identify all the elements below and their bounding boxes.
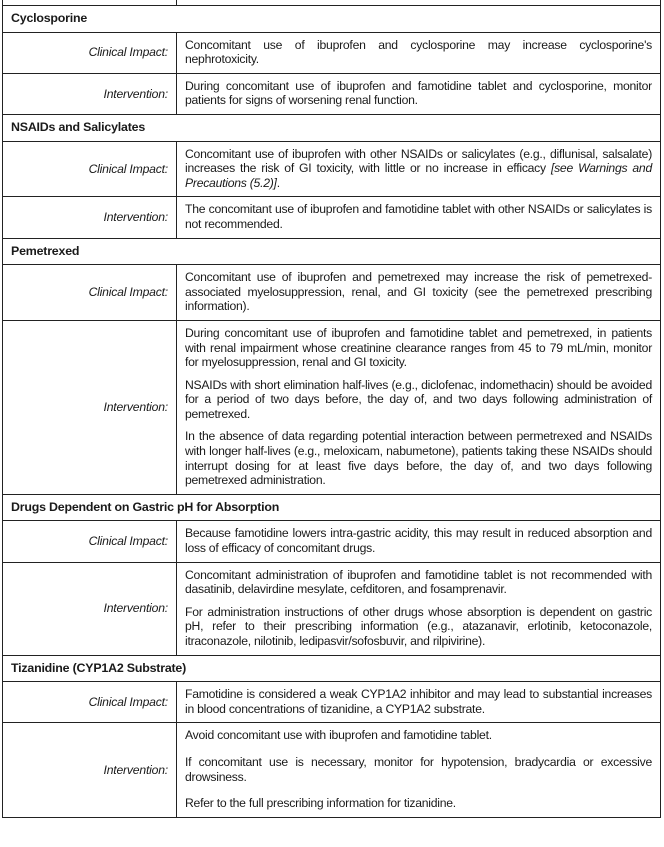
- clinical-impact-label: Clinical Impact:: [3, 141, 177, 197]
- intervention-label: Intervention:: [3, 562, 177, 655]
- intervention-row: [3, 320, 661, 494]
- intervention-text: Avoid concomitant use with ibuprofen and famotidine tablet. If concomitant use is necessary, monitor for hypotension, bradycardia or excessive drowsiness. Refer to the full prescribing information for tizanidine.: [177, 723, 661, 817]
- clinical-impact-label: Clinical Impact:: [3, 521, 177, 562]
- clinical-impact-label: Clinical Impact:: [3, 32, 177, 73]
- intervention-label: Intervention:: [3, 73, 177, 114]
- clinical-impact-row: [3, 265, 661, 321]
- intervention-row: [3, 73, 661, 114]
- section-title: Pemetrexed: [3, 238, 661, 265]
- clinical-impact-text: Concomitant use of ibuprofen with other NSAIDs or salicylates (e.g., diflunisal, salsalate) increases the risk of GI toxicity, with little or no increase in efficacy [see Warnings and Precautions (5.2)].: [177, 141, 661, 197]
- section-header-row: [3, 655, 661, 682]
- drug-interactions-page: [2, 0, 660, 818]
- clinical-impact-row: [3, 141, 661, 197]
- intervention-label: Intervention:: [3, 723, 177, 817]
- clinical-impact-row: [3, 32, 661, 73]
- clinical-impact-text: Famotidine is considered a weak CYP1A2 inhibitor and may lead to substantial increases in blood concentrations of tizanidine, a CYP1A2 substrate.: [177, 682, 661, 723]
- intervention-label: Intervention:: [3, 320, 177, 494]
- intervention-row: [3, 197, 661, 238]
- clinical-impact-text: Because famotidine lowers intra-gastric acidity, this may result in reduced absorption and loss of efficacy of concomitant drugs.: [177, 521, 661, 562]
- section-header-row: [3, 238, 661, 265]
- intervention-text: The concomitant use of ibuprofen and famotidine tablet with other NSAIDs or salicylates is not recommended.: [177, 197, 661, 238]
- section-title: NSAIDs and Salicylates: [3, 114, 661, 141]
- clinical-impact-text: Concomitant use of ibuprofen and pemetrexed may increase the risk of pemetrexed-associated myelosuppression, renal, and GI toxicity (see the pemetrexed prescribing information).: [177, 265, 661, 321]
- clinical-impact-row: [3, 521, 661, 562]
- intervention-text: Concomitant administration of ibuprofen and famotidine tablet is not recommended with dasatinib, delavirdine mesylate, cefditoren, and fosamprenavir. For administration instructions of other drugs whose absorption is dependent on gastric pH, refer to their prescribing information (e.g., atazanavir, erlotinib, ketoconazole, itraconazole, nilotinib, ledipasvir/sofosbuvir, and rilpivirine).: [177, 562, 661, 655]
- intervention-text: During concomitant use of ibuprofen and famotidine tablet and pemetrexed, in patients with renal impairment whose creatinine clearance ranges from 45 to 79 mL/min, monitor for myelosuppression, renal and GI toxicity. NSAIDs with short elimination half-lives (e.g., diclofenac, indomethacin) should be avoided for a period of two days before, the day of, and two days following administration of pemetrexed. In the absence of data regarding potential interaction between permetrexed and NSAIDs with longer half-lives (e.g., meloxicam, nabumetone), patients taking these NSAIDs should interrupt dosing for at least five days before, the day of, and two days following pemetrexed administration.: [177, 320, 661, 494]
- intervention-text: During concomitant use of ibuprofen and famotidine tablet and cyclosporine, monitor patients for signs of worsening renal function.: [177, 73, 661, 114]
- clinical-impact-row: [3, 682, 661, 723]
- drug-interactions-table: [2, 0, 661, 818]
- clinical-impact-text: Concomitant use of ibuprofen and cyclosporine may increase cyclosporine's nephrotoxicity.: [177, 32, 661, 73]
- section-title: Tizanidine (CYP1A2 Substrate): [3, 655, 661, 682]
- warnings-reference-link: [see Warnings and Precautions (5.2)]: [185, 161, 652, 190]
- intervention-label: Intervention:: [3, 197, 177, 238]
- clinical-impact-label: Clinical Impact:: [3, 682, 177, 723]
- intervention-row: [3, 562, 661, 655]
- section-title: Cyclosporine: [3, 6, 661, 33]
- section-title: Drugs Dependent on Gastric pH for Absorption: [3, 494, 661, 521]
- section-header-row: [3, 114, 661, 141]
- intervention-row: [3, 723, 661, 817]
- section-header-row: [3, 6, 661, 33]
- section-header-row: [3, 494, 661, 521]
- clinical-impact-label: Clinical Impact:: [3, 265, 177, 321]
